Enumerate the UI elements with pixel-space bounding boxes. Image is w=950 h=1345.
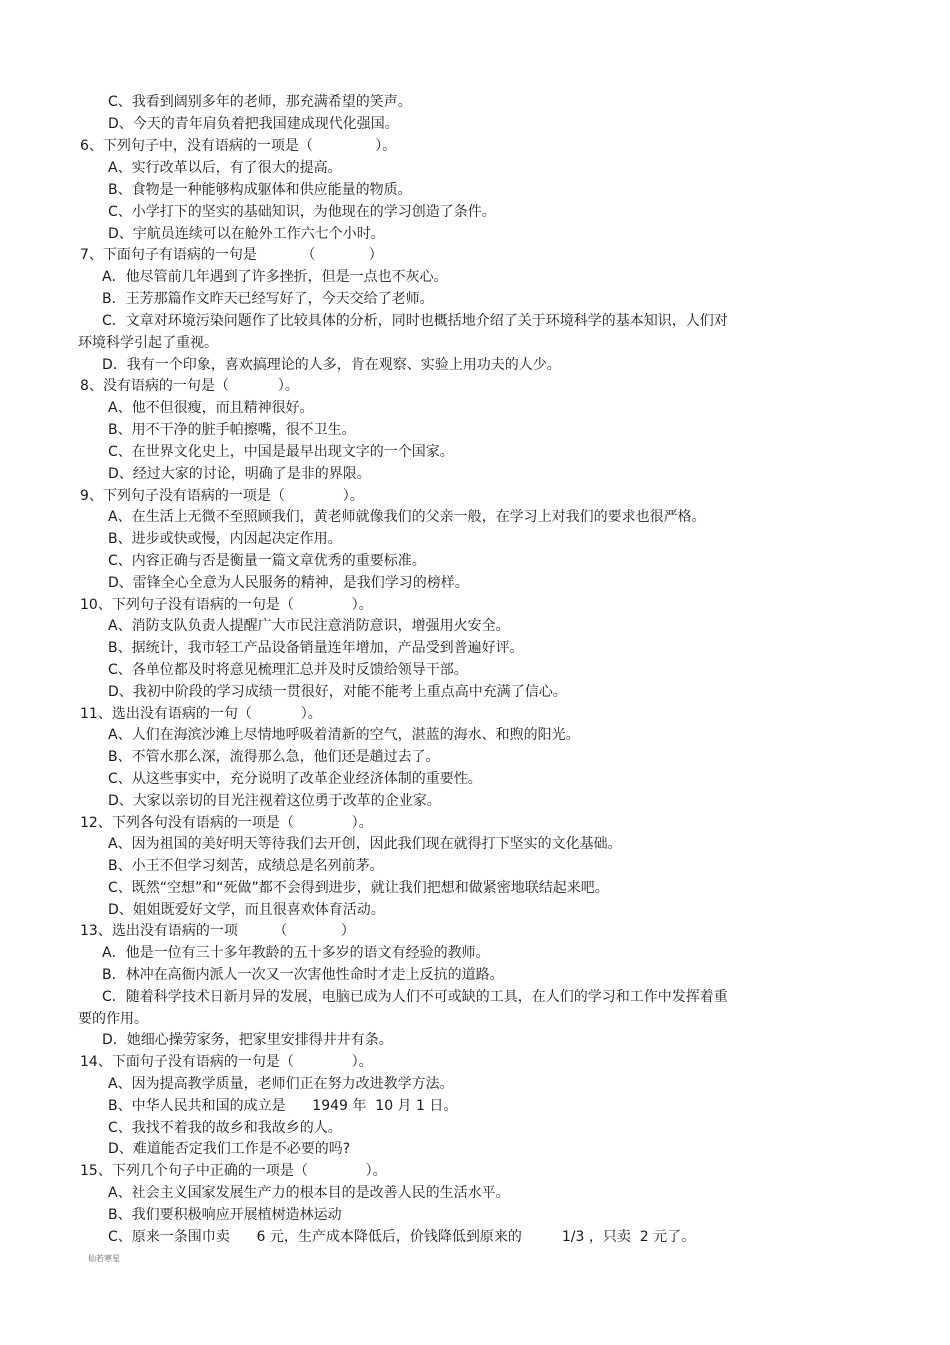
option-line: A、消防支队负责人提醒广大市民注意消防意识，增强用火安全。 (108, 618, 510, 634)
option-line: A．他尽管前几年遇到了许多挫折，但是一点也不灰心。 (102, 269, 448, 285)
option-line: C．随着科学技术日新月异的发展，电脑已成为人们不可或缺的工具，在人们的学习和工作中发挥着重 (102, 989, 728, 1005)
option-line: D．她细心操劳家务，把家里安排得井井有条。 (102, 1032, 393, 1048)
option-line: D、难道能否定我们工作是不必要的吗? (108, 1141, 351, 1157)
option-line: A．他是一位有三十多年教龄的五十多岁的语文有经验的教师。 (102, 945, 490, 961)
question-line: 9、下列句子没有语病的一项是（ ）。 (80, 488, 364, 504)
option-line: B、进步或快或慢，内因起决定作用。 (108, 531, 342, 547)
question-line: 13、选出没有语病的一项 （ ） (80, 923, 355, 939)
option-line: A、因为提高教学质量，老师们正在努力改进教学方法。 (108, 1076, 454, 1092)
option-line-continued: 环境科学引起了重视。 (78, 335, 218, 351)
option-line: B、食物是一种能够构成躯体和供应能量的物质。 (108, 182, 412, 198)
option-line: C、各单位都及时将意见梳理汇总并及时反馈给领导干部。 (108, 662, 468, 678)
question-line: 14、下面句子没有语病的一句是（ ）。 (80, 1054, 373, 1070)
option-line: D、姐姐既爱好文学，而且很喜欢体育活动。 (108, 902, 385, 918)
option-line: A、人们在海滨沙滩上尽情地呼吸着清新的空气，湛蓝的海水、和煦的阳光。 (108, 727, 580, 743)
question-line: 11、选出没有语病的一句（ ）。 (80, 706, 322, 722)
option-line: B、我们要积极响应开展植树造林运动 (108, 1207, 342, 1223)
option-line: A、在生活上无微不至照顾我们，黄老师就像我们的父亲一般，在学习上对我们的要求也很严格。 (108, 509, 706, 525)
option-line: D、雷锋全心全意为人民服务的精神，是我们学习的榜样。 (108, 575, 469, 591)
option-line: A、他不但很瘦，而且精神很好。 (108, 400, 314, 416)
question-line: 7、下面句子有语病的一句是 （ ） (80, 247, 383, 263)
option-line: A、实行改革以后，有了很大的提高。 (108, 160, 342, 176)
question-line: 15、下列几个句子中正确的一项是（ ）。 (80, 1163, 387, 1179)
option-line-continued: 要的作用。 (78, 1011, 148, 1027)
option-line: B、据统计，我市轻工产品设备销量连年增加，产品受到普遍好评。 (108, 640, 524, 656)
option-line: D、今天的青年肩负着把我国建成现代化强国。 (108, 116, 399, 132)
option-line: C、内容正确与否是衡量一篇文章优秀的重要标准。 (108, 553, 426, 569)
option-line: A、社会主义国家发展生产力的根本目的是改善人民的生活水平。 (108, 1185, 510, 1201)
option-line: D、宇航员连续可以在舱外工作六七个小时。 (108, 226, 385, 242)
question-line: 8、没有语病的一句是（ ）。 (80, 378, 299, 394)
option-line: B、不管水那么深，流得那么急，他们还是趟过去了。 (108, 749, 440, 765)
option-line: D．我有一个印象，喜欢搞理论的人多，肯在观察、实验上用功夫的人少。 (102, 357, 561, 373)
option-line: B、小王不但学习刻苦，成绩总是名列前茅。 (108, 858, 384, 874)
option-line: C．文章对环境污染问题作了比较具体的分析，同时也概括地介绍了关于环境科学的基本知识，人们对 (102, 313, 728, 329)
question-line: 10、下列句子没有语病的一句是（ ）。 (80, 597, 373, 613)
option-line: C、我找不着我的故乡和我故乡的人。 (108, 1120, 342, 1136)
option-line: C、在世界文化史上，中国是最早出现文字的一个国家。 (108, 444, 454, 460)
option-line: B、中华人民共和国的成立是 1949 年 10 月 1 日。 (108, 1098, 458, 1114)
question-line: 12、下列各句没有语病的一项是（ ）。 (80, 815, 373, 831)
option-line: B、用不干净的脏手帕擦嘴，很不卫生。 (108, 422, 356, 438)
option-line: C、从这些事实中，充分说明了改革企业经济体制的重要性。 (108, 771, 482, 787)
option-line: B．王芳那篇作文昨天已经写好了，今天交给了老师。 (102, 291, 434, 307)
option-line: D、我初中阶段的学习成绩一贯很好，对能不能考上重点高中充满了信心。 (108, 684, 567, 700)
option-line: C、小学打下的坚实的基础知识，为他现在的学习创造了条件。 (108, 204, 496, 220)
option-line: A、因为祖国的美好明天等待我们去开创，因此我们现在就得打下坚实的文化基础。 (108, 836, 622, 852)
option-line: C、既然“空想”和“死做”都不会得到进步，就让我们把想和做紧密地联结起来吧。 (108, 880, 609, 896)
option-line: C、我看到阔别多年的老师，那充满希望的笑声。 (108, 94, 412, 110)
option-line: B．林冲在高衙内派人一次又一次害他性命时才走上反抗的道路。 (102, 967, 504, 983)
option-line: D、大家以亲切的目光注视着这位勇于改革的企业家。 (108, 793, 441, 809)
page-footer-watermark: 仙若寒星 (88, 1254, 120, 1263)
question-line: 6、下列句子中，没有语病的一项是（ ）。 (80, 138, 397, 154)
option-line: D、经过大家的讨论，明确了是非的界限。 (108, 466, 371, 482)
option-line: C、原来一条围巾卖 6 元，生产成本降低后，价钱降低到原来的 1/3 ，只卖 2 元了。 (108, 1229, 696, 1245)
